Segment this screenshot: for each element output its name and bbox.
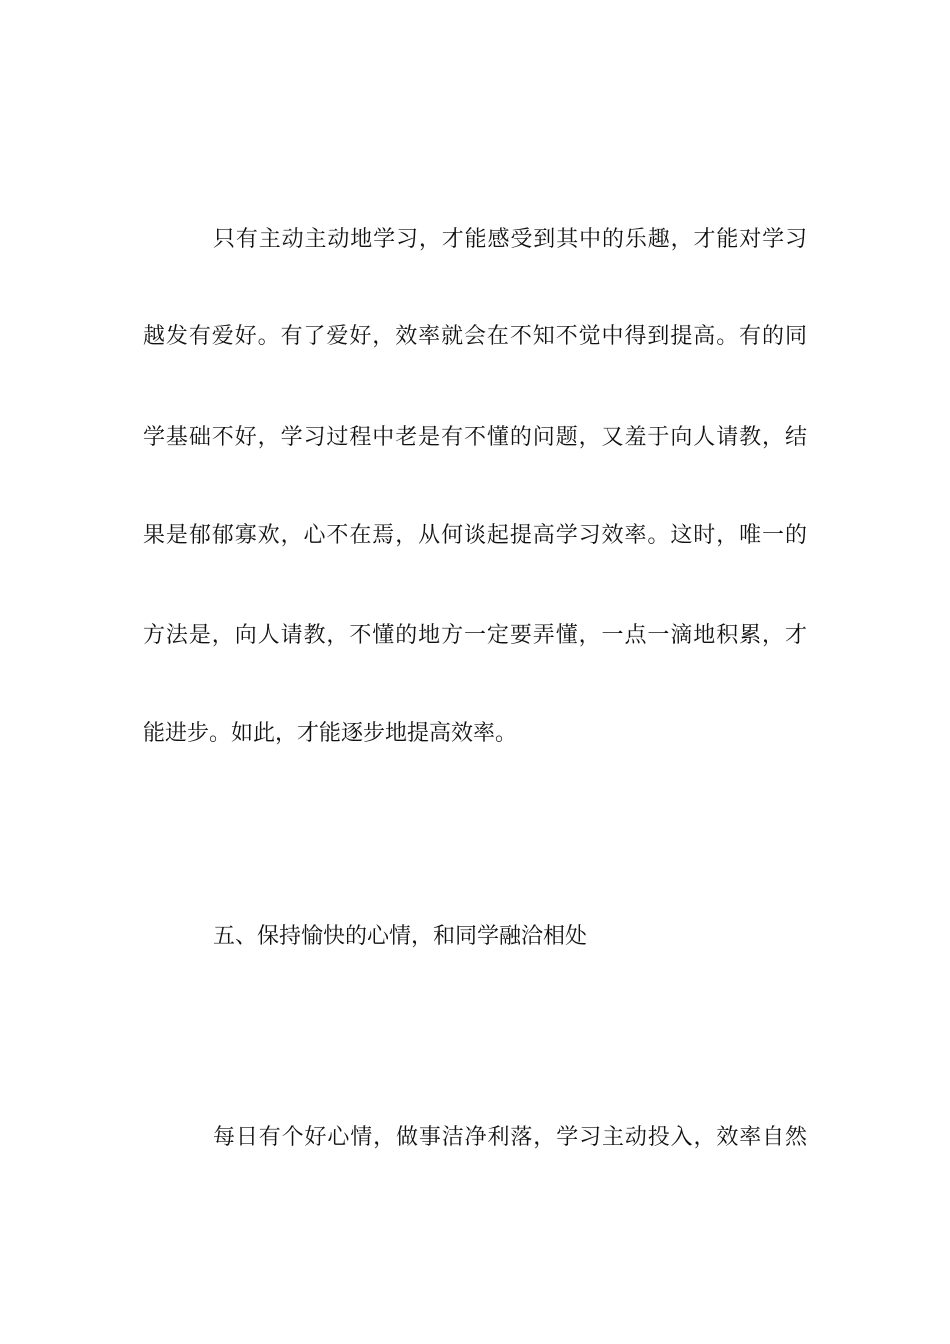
paragraph-line: 果是郁郁寡欢，心不在焉，从何谈起提高学习效率。这时，唯一的 [143, 523, 807, 548]
paragraph-line: 每日有个好心情，做事洁净利落，学习主动投入，效率自然 [213, 1125, 807, 1150]
paragraph-line: 越发有爱好。有了爱好，效率就会在不知不觉中得到提高。有的同 [143, 324, 807, 349]
paragraph-line: 只有主动主动地学习，才能感受到其中的乐趣，才能对学习 [213, 227, 807, 252]
paragraph-line: 能进步。如此，才能逐步地提高效率。 [143, 721, 518, 746]
paragraph-line: 方法是，向人请教，不懂的地方一定要弄懂，一点一滴地积累，才 [143, 623, 807, 648]
section-heading: 五、保持愉快的心情，和同学融洽相处 [213, 924, 588, 949]
paragraph-line: 学基础不好，学习过程中老是有不懂的问题，又羞于向人请教，结 [143, 425, 807, 450]
